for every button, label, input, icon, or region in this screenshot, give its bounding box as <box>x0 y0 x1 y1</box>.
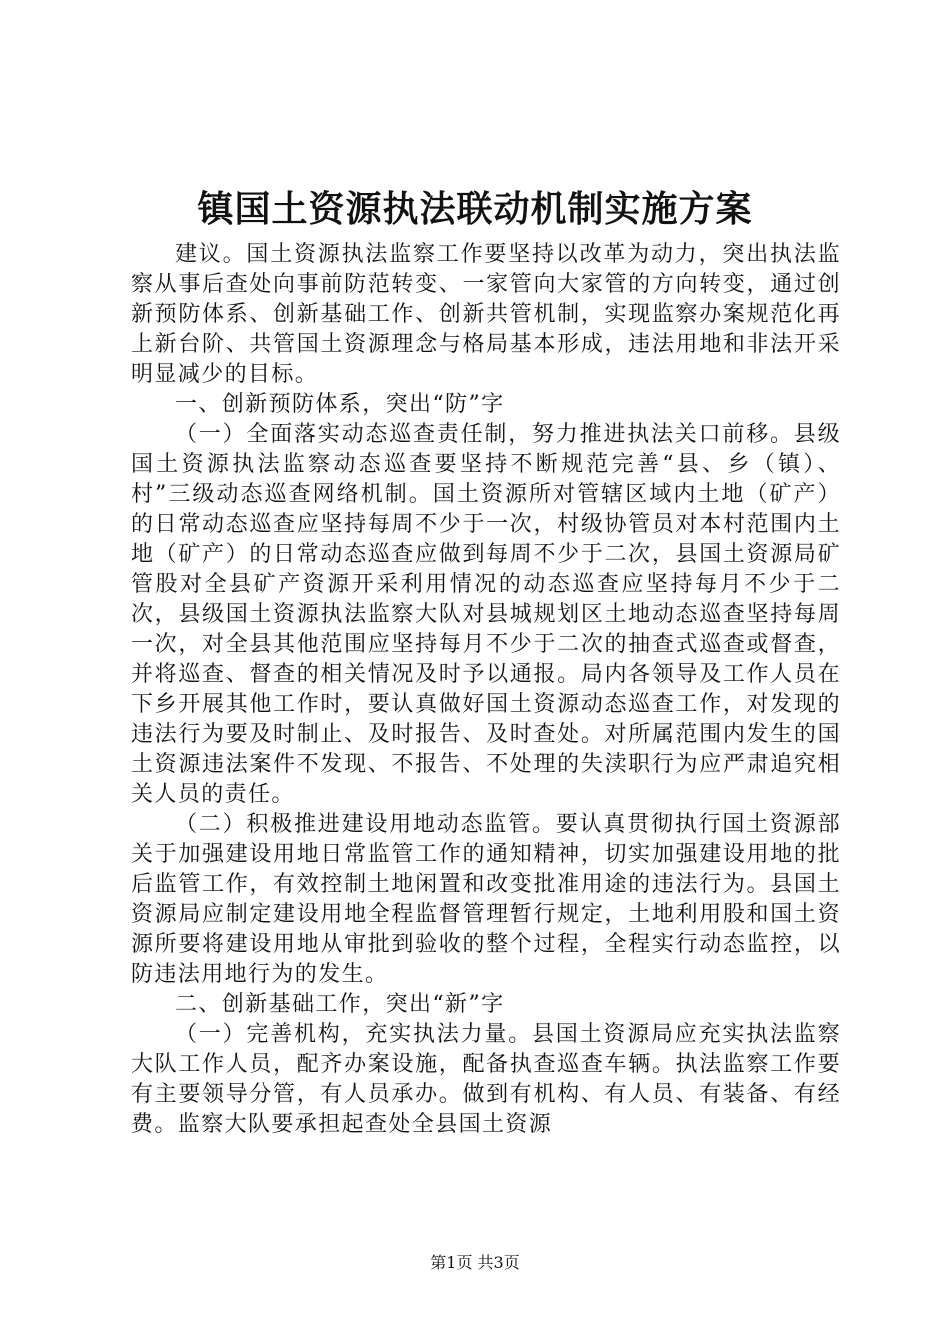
paragraph-2-1: （一）完善机构，充实执法力量。县国土资源局应充实执法监察大队工作人员，配齐办案设施，配备执查巡查车辆。执法监察工作要有主要领导分管，有人员承办。做到有机构、有人员、有装备、有经费。监察大队要承担起查处全县国土资源 <box>131 1022 841 1137</box>
section-heading-1: 一、创新预防体系，突出“防”字 <box>175 392 505 417</box>
paragraph-1-1: （一）全面落实动态巡查责任制，努力推进执法关口前移。县级国土资源执法监察动态巡查要坚持不断规范完善“县、乡（镇）、村”三级动态巡查网络机制。国土资源所对管辖区域内土地（矿产）的日常动态巡查应坚持每周不少于一次，村级协管员对本村范围内土地（矿产）的日常动态巡查应做到每周不少于二次，县国土资源局矿管股对全县矿产资源开采利用情况的动态巡查应坚持每月不少于二次，县级国土资源执法监察大队对县城规划区土地动态巡查坚持每周一次，对全县其他范围应坚持每月不少于二次的抽查式巡查或督查，并将巡查、督查的相关情况及时予以通报。局内各领导及工作人员在下乡开展其他工作时，要认真做好国土资源动态巡查工作，对发现的违法行为要及时制止、及时报告、及时查处。对所属范围内发生的国土资源违法案件不发现、不报告、不处理的失渎职行为应严肃追究相关人员的责任。 <box>131 422 841 807</box>
page-footer: 第1页 共3页 <box>430 1253 520 1272</box>
document-body <box>131 240 841 1140</box>
section-heading-2: 二、创新基础工作，突出“新”字 <box>175 992 505 1017</box>
document-title: 镇国土资源执法联动机制实施方案 <box>197 189 753 230</box>
paragraph-intro: 建议。国土资源执法监察工作要坚持以改革为动力，突出执法监察从事后查处向事前防范转变、一家管向大家管的方向转变，通过创新预防体系、创新基础工作、创新共管机制，实现监察办案规范化再上新台阶、共管国土资源理念与格局基本形成，违法用地和非法开采明显减少的目标。 <box>131 242 841 387</box>
paragraph-1-2: （二）积极推进建设用地动态监管。要认真贯彻执行国土资源部关于加强建设用地日常监管工作的通知精神，切实加强建设用地的批后监管工作，有效控制土地闲置和改变批准用途的违法行为。县国土资源局应制定建设用地全程监督管理暂行规定，土地利用股和国土资源所要将建设用地从审批到验收的整个过程，全程实行动态监控，以防违法用地行为的发生。 <box>131 812 841 987</box>
